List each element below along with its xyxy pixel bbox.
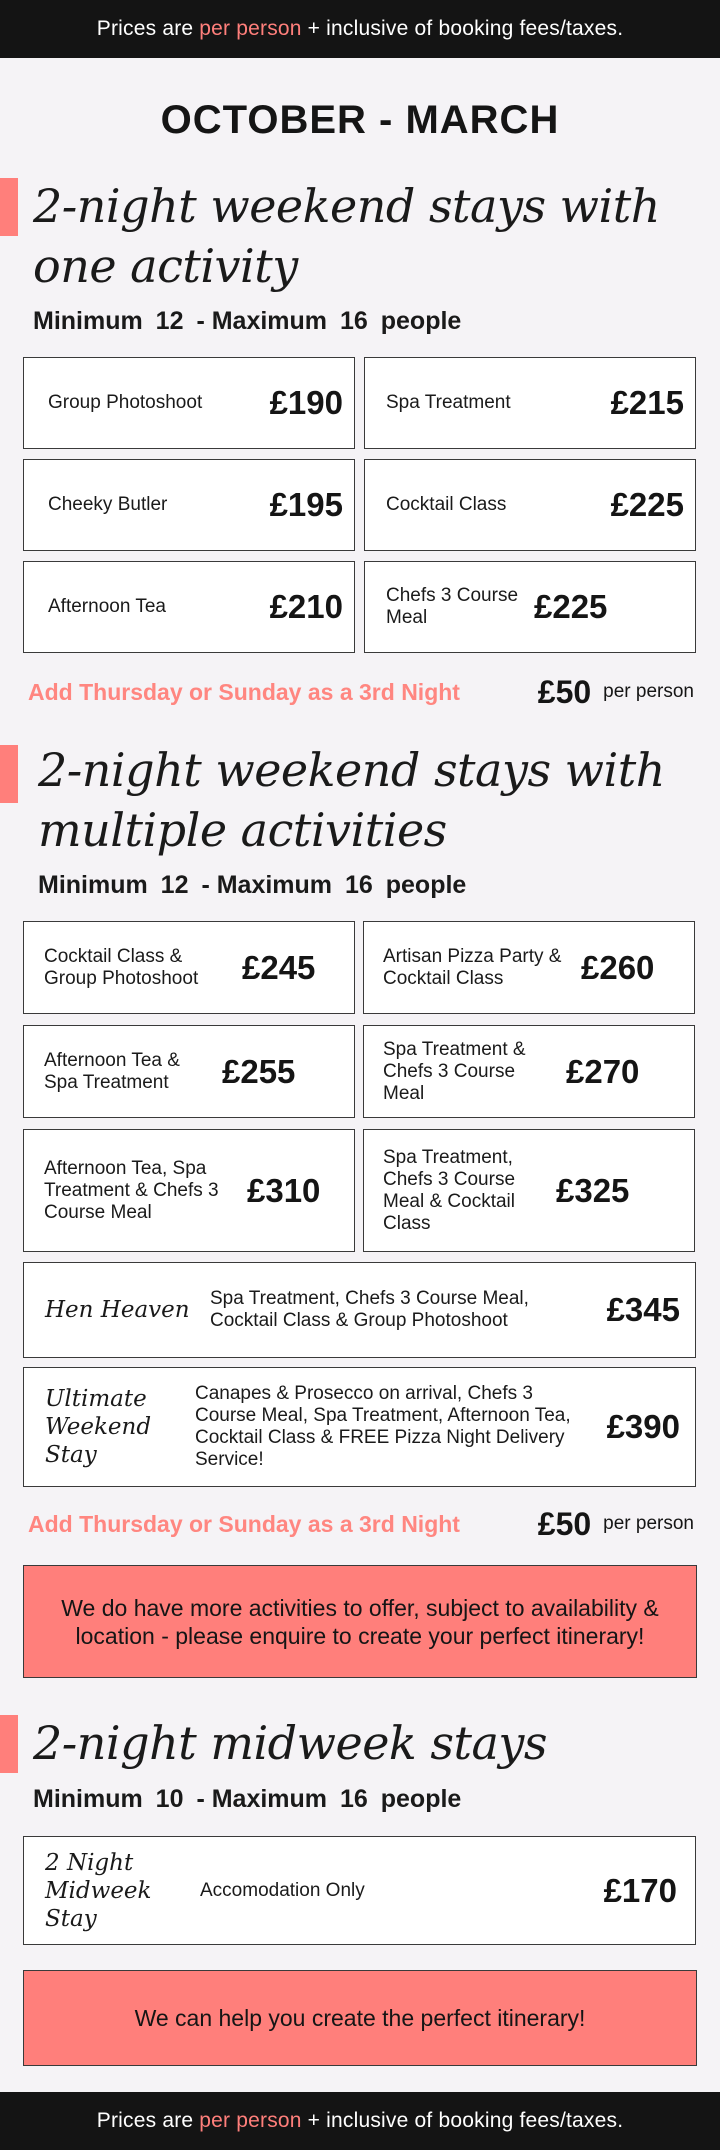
- min-label: Minimum: [38, 871, 148, 899]
- package-price: £270: [566, 1052, 640, 1090]
- activity-price: £215: [610, 384, 684, 421]
- package-price: £325: [556, 1171, 630, 1209]
- package-card[interactable]: [363, 921, 695, 1014]
- min-value: 10: [155, 1785, 184, 1813]
- max-value: 16: [344, 871, 373, 899]
- bundle-title: Hen Heaven: [45, 1297, 190, 1323]
- activity-card[interactable]: [23, 561, 355, 653]
- activity-card[interactable]: [23, 357, 355, 449]
- package-card[interactable]: [363, 1129, 695, 1252]
- season-heading: OCTOBER - MARCH: [160, 98, 560, 142]
- activity-name: Chefs 3 Course Meal: [386, 585, 519, 628]
- package-name: Artisan Pizza Party & Cocktail Class: [383, 945, 562, 989]
- extra-night-offer: [28, 1504, 694, 1544]
- package-card[interactable]: [23, 921, 355, 1014]
- enquire-banner[interactable]: We do have more activities to offer, subject to availability & location - please enquire to create your perfect itinerary!: [23, 1565, 697, 1678]
- price-info-banner: [0, 0, 720, 58]
- bundle-title: Ultimate Weekend Stay: [45, 1386, 152, 1468]
- banner-suffix: + inclusive of booking fees/taxes.: [307, 17, 624, 40]
- package-price: £255: [222, 1052, 296, 1090]
- extra-night-offer: [28, 672, 694, 712]
- bundle-price: £345: [606, 1291, 680, 1328]
- activity-price: £210: [269, 588, 343, 625]
- people-label: people: [385, 871, 467, 899]
- package-card[interactable]: [23, 1129, 355, 1252]
- activity-price: £225: [610, 486, 684, 523]
- stay-title: 2 Night Midweek Stay: [45, 1849, 152, 1932]
- price-info-banner-bottom: [0, 2092, 720, 2150]
- extra-night-price: £50: [537, 1505, 592, 1542]
- people-label: people: [380, 1785, 462, 1813]
- activity-name: Group Photoshoot: [48, 392, 203, 413]
- section-accent-bar: [0, 178, 18, 236]
- package-card[interactable]: [23, 1025, 355, 1118]
- banner-highlight: per person: [199, 17, 302, 40]
- activity-price: £195: [269, 486, 343, 523]
- stay-price: £170: [603, 1871, 677, 1909]
- max-label: - Maximum: [196, 307, 328, 335]
- package-price: £245: [242, 948, 316, 986]
- extra-night-text: Add Thursday or Sunday as a 3rd Night: [28, 1510, 460, 1537]
- activity-card[interactable]: [364, 459, 696, 551]
- bundle-description: Spa Treatment, Chefs 3 Course Meal, Cocktail Class & Group Photoshoot: [210, 1288, 529, 1331]
- bundle-card-ultimate[interactable]: [23, 1367, 696, 1487]
- activity-card[interactable]: [364, 357, 696, 449]
- section-title-weekend-multi: 2-night weekend stays with multiple activities: [38, 743, 665, 857]
- extra-night-price: £50: [537, 673, 592, 710]
- banner-suffix: + inclusive of booking fees/taxes.: [307, 2109, 624, 2132]
- group-size-weekend-one: [33, 307, 467, 336]
- section-accent-bar: [0, 745, 18, 803]
- min-label: Minimum: [33, 307, 143, 335]
- max-label: - Maximum: [201, 871, 333, 899]
- extra-night-unit: per person: [603, 681, 694, 702]
- group-size-weekend-multi: [38, 871, 472, 900]
- package-name: Spa Treatment, Chefs 3 Course Meal & Cocktail Class: [383, 1146, 516, 1234]
- section-title-weekend-one: 2-night weekend stays with one activity: [33, 179, 660, 293]
- people-label: people: [380, 307, 462, 335]
- package-price: £310: [247, 1171, 321, 1209]
- package-card[interactable]: [363, 1025, 695, 1118]
- bundle-description: Canapes & Prosecco on arrival, Chefs 3 Course Meal, Spa Treatment, Afternoon Tea, Cocktail Class & FREE Pizza Night Delivery Service!: [195, 1383, 571, 1470]
- banner-prefix: Prices are: [96, 17, 194, 40]
- max-label: - Maximum: [196, 1785, 328, 1813]
- itinerary-banner[interactable]: We can help you create the perfect itinerary!: [23, 1970, 697, 2066]
- section-title-midweek: 2-night midweek stays: [33, 1716, 548, 1770]
- activity-name: Cocktail Class: [386, 494, 507, 515]
- package-name: Cocktail Class & Group Photoshoot: [44, 945, 199, 989]
- activity-name: Cheeky Butler: [48, 494, 168, 515]
- banner-prefix: Prices are: [96, 2109, 194, 2132]
- bundle-card-hen-heaven[interactable]: [23, 1262, 696, 1358]
- package-price: £260: [581, 948, 655, 986]
- min-label: Minimum: [33, 1785, 143, 1813]
- midweek-stay-card[interactable]: [23, 1836, 696, 1945]
- activity-card[interactable]: [364, 561, 696, 653]
- banner-highlight: per person: [199, 2109, 302, 2132]
- activity-name: Spa Treatment: [386, 392, 511, 413]
- activity-price: £225: [534, 588, 608, 625]
- extra-night-unit: per person: [603, 1513, 694, 1534]
- min-value: 12: [160, 871, 189, 899]
- min-value: 12: [155, 307, 184, 335]
- bundle-price: £390: [606, 1408, 680, 1445]
- max-value: 16: [339, 307, 368, 335]
- extra-night-text: Add Thursday or Sunday as a 3rd Night: [28, 678, 460, 705]
- activity-price: £190: [269, 384, 343, 421]
- group-size-midweek: [33, 1785, 467, 1814]
- activity-card[interactable]: [23, 459, 355, 551]
- stay-description: Accomodation Only: [200, 1879, 365, 1901]
- activity-name: Afternoon Tea: [48, 596, 166, 617]
- section-accent-bar: [0, 1715, 18, 1773]
- package-name: Afternoon Tea, Spa Treatment & Chefs 3 Course Meal: [44, 1157, 219, 1223]
- max-value: 16: [339, 1785, 368, 1813]
- package-name: Afternoon Tea & Spa Treatment: [44, 1049, 180, 1093]
- package-name: Spa Treatment & Chefs 3 Course Meal: [383, 1038, 526, 1104]
